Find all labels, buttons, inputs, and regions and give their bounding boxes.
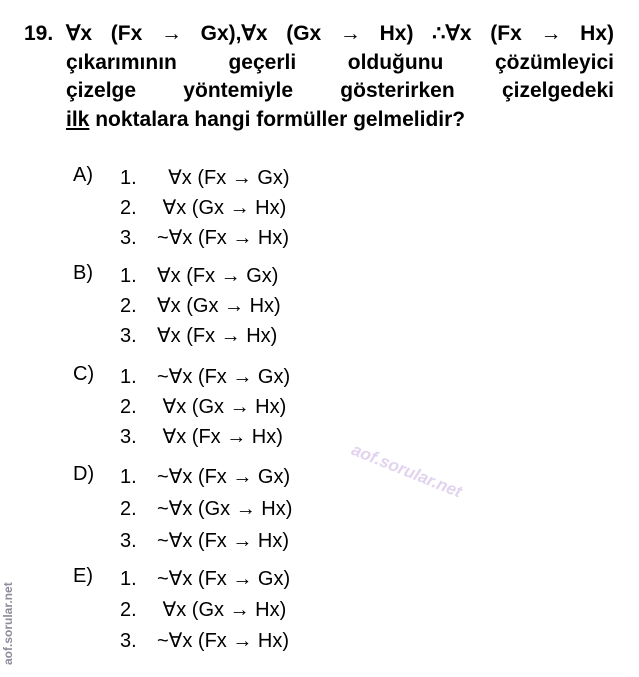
item-number: 1. — [120, 568, 137, 590]
item-number: 2. — [120, 295, 137, 317]
question-number: 19. — [24, 22, 54, 45]
question-line-4-rest: noktalara hangi formüller gelmelidir? — [89, 107, 466, 131]
item-number: 3. — [120, 426, 137, 448]
item-number: 1. — [120, 167, 137, 189]
question-line-1: ∀x (Fx → Gx),∀x (Gx → Hx) ∴∀x (Fx → Hx) — [66, 22, 614, 45]
watermark-center: aof.sorular.net — [348, 440, 465, 502]
item-formula: ~∀x (Fx → Hx) — [157, 530, 290, 552]
item-formula: ~∀x (Fx → Gx) — [157, 366, 291, 388]
item-formula: ∀x (Gx → Hx) — [157, 197, 287, 219]
item-formula: ∀x (Gx → Hx) — [157, 295, 281, 317]
question-line-3: çizelge yöntemiyle gösterirken çizelgedeki — [66, 79, 614, 102]
item-number: 2. — [120, 498, 137, 520]
item-number: 3. — [120, 630, 137, 652]
item-formula: ~∀x (Fx → Hx) — [157, 227, 290, 249]
item-number: 1. — [120, 366, 137, 388]
item-number: 2. — [120, 197, 137, 219]
item-number: 3. — [120, 325, 137, 347]
item-number: 2. — [120, 396, 137, 418]
question-text — [66, 20, 614, 134]
item-number: 1. — [120, 466, 137, 488]
option-letter: C) — [73, 363, 95, 385]
item-formula: ~∀x (Gx → Hx) — [157, 498, 293, 520]
item-number: 2. — [120, 599, 137, 621]
item-number: 3. — [120, 227, 137, 249]
item-formula: ∀x (Gx → Hx) — [157, 599, 287, 621]
item-formula: ~∀x (Fx → Gx) — [157, 568, 291, 590]
item-formula: ∀x (Fx → Hx) — [157, 426, 283, 448]
item-formula: ∀x (Gx → Hx) — [157, 396, 287, 418]
option-letter: A) — [73, 164, 93, 186]
item-formula: ∀x (Fx → Hx) — [157, 325, 278, 347]
question-line-4 — [66, 106, 614, 135]
item-formula: ~∀x (Fx → Gx) — [157, 466, 291, 488]
item-formula: ~∀x (Fx → Hx) — [157, 630, 290, 652]
question-underlined-word: ilk — [66, 107, 90, 131]
item-formula: ∀x (Fx → Gx) — [157, 167, 290, 189]
question-line-2: çıkarımının geçerli olduğunu çözümleyici — [66, 50, 614, 74]
item-formula: ∀x (Fx → Gx) — [157, 265, 279, 287]
option-letter: E) — [73, 565, 93, 587]
item-number: 1. — [120, 265, 137, 287]
watermark-side: aof.sorular.net — [1, 582, 15, 665]
option-letter: B) — [73, 262, 93, 284]
item-number: 3. — [120, 530, 137, 552]
option-letter: D) — [73, 463, 95, 485]
